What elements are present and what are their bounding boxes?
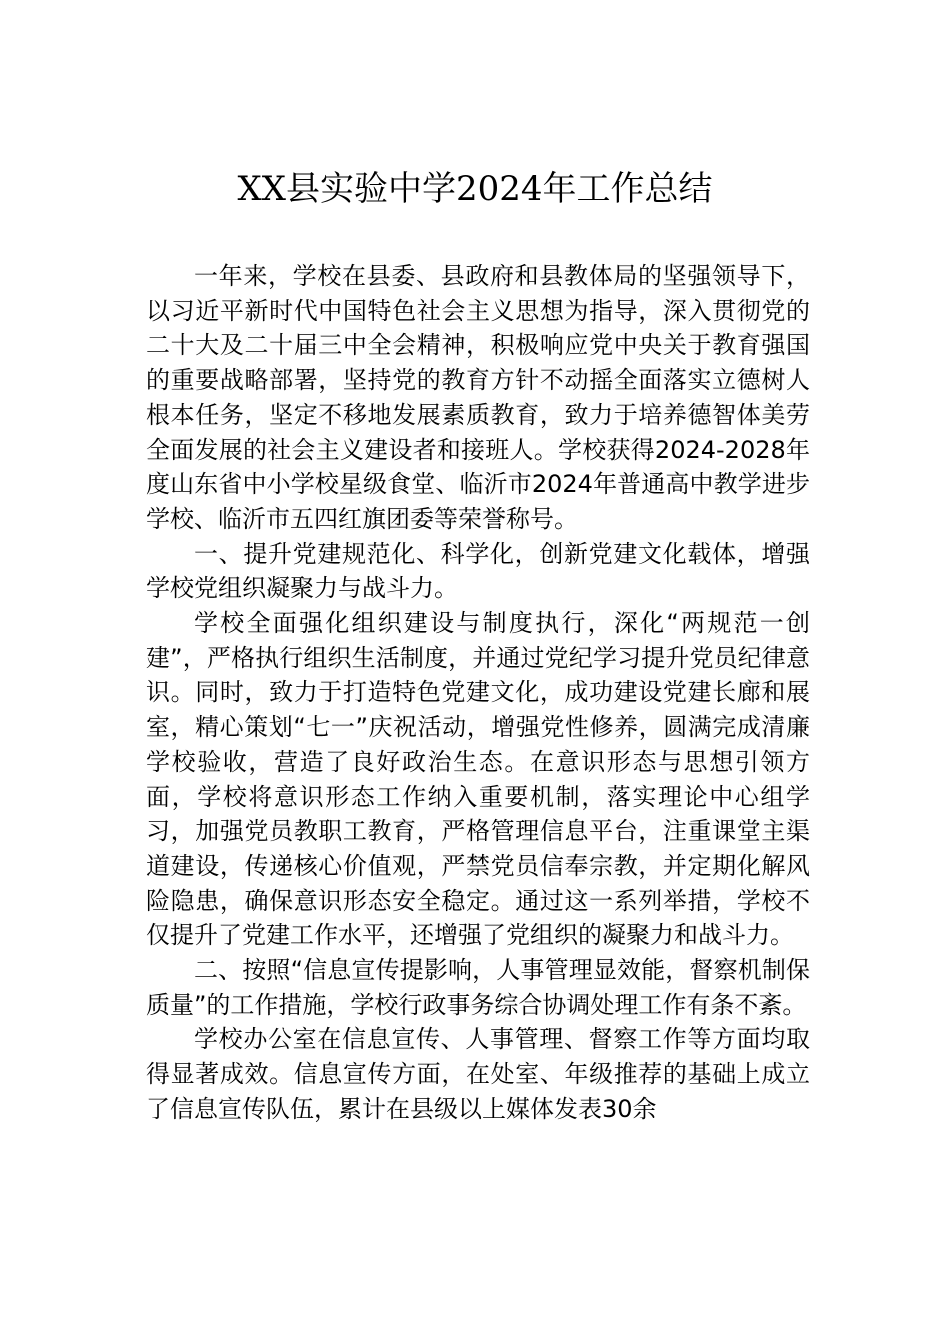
paragraph-intro: 一年来，学校在县委、县政府和县教体局的坚强领导下，以习近平新时代中国特色社会主义思想为指导，深入贯彻党的二十大及二十届三中全会精神，积极响应党中央关于教育强国的重要战略部署，坚持党的教育方针不动摇全面落实立德树人根本任务，坚定不移地发展素质教育，致力于培养德智体美劳全面发展的社会主义建设者和接班人。学校获得2024-2028年度山东省中小学校星级食堂、临沂市2024年普通高中教学进步学校、临沂市五四红旗团委等荣誉称号。: [146, 262, 810, 533]
paragraph-party-building: 学校全面强化组织建设与制度执行，深化“两规范一创建”，严格执行组织生活制度，并通过党纪学习提升党员纪律意识。同时，致力于打造特色党建文化，成功建设党建长廊和展室，精心策划“七一”庆祝活动，增强党性修养，圆满完成清廉学校验收，营造了良好政治生态。在意识形态与思想引领方面，学校将意识形态工作纳入重要机制，落实理论中心组学习，加强党员教职工教育，严格管理信息平台，注重课堂主渠道建设，传递核心价值观，严禁党员信奉宗教，并定期化解风险隐患，确保意识形态安全稳定。通过这一系列举措，学校不仅提升了党建工作水平，还增强了党组织的凝聚力和战斗力。: [146, 609, 810, 950]
document-body: [146, 259, 810, 1127]
section-heading-1: 一、提升党建规范化、科学化，创新党建文化载体，增强学校党组织凝聚力与战斗力。: [146, 539, 810, 603]
document-title: XX县实验中学2024年工作总结: [237, 169, 713, 209]
paragraph-office-work: 学校办公室在信息宣传、人事管理、督察工作等方面均取得显著成效。信息宣传方面，在处室、年级推荐的基础上成立了信息宣传队伍，累计在县级以上媒体发表30余: [146, 1025, 810, 1123]
section-heading-2: 二、按照“信息宣传提影响，人事管理显效能，督察机制保质量”的工作措施，学校行政事务综合协调处理工作有条不紊。: [146, 956, 810, 1019]
